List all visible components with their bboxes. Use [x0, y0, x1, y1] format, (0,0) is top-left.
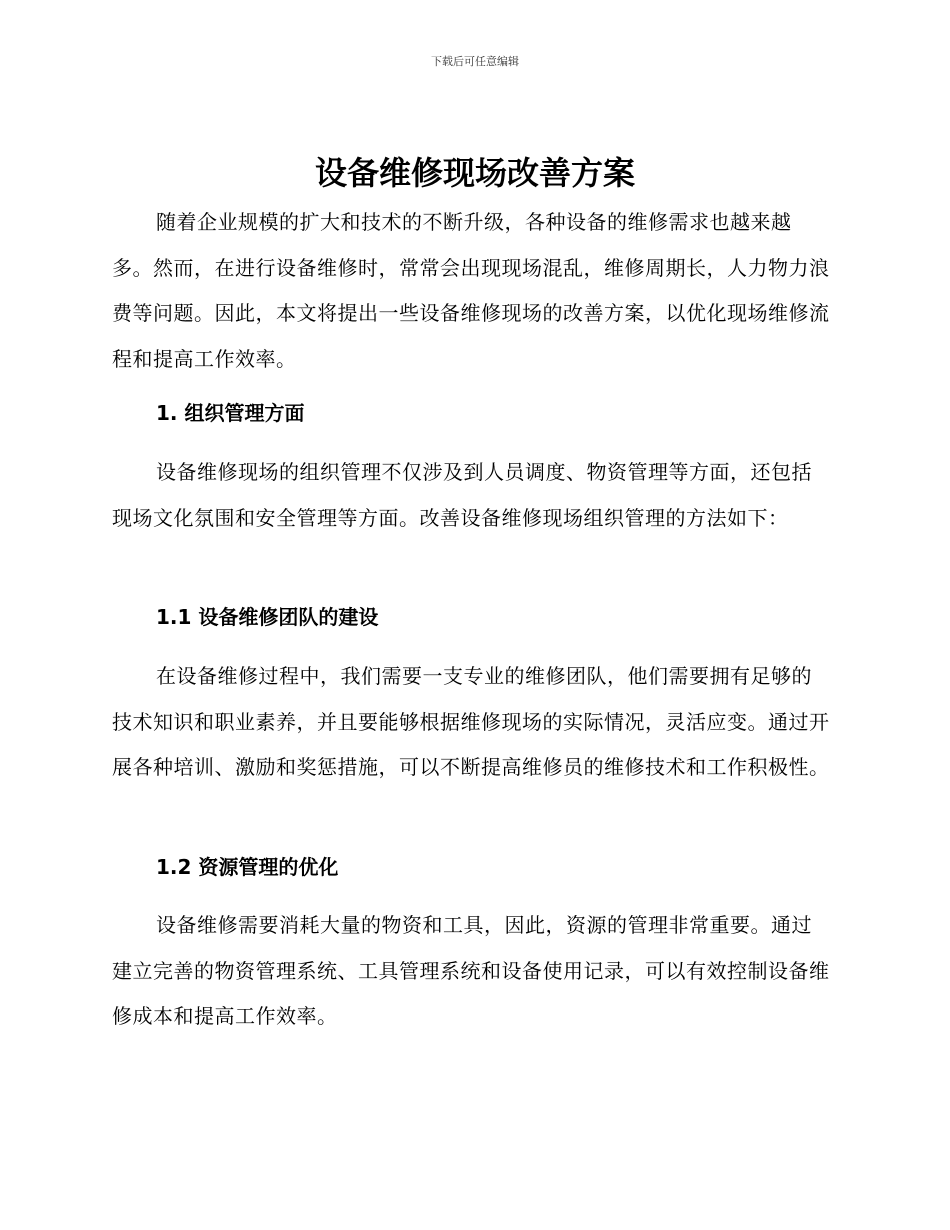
section-paragraph-team-building: 在设备维修过程中，我们需要一支专业的维修团队，他们需要拥有足够的技术知识和职业素养，并且要能够根据维修现场的实际情况，灵活应变。通过开展各种培训、激励和奖惩措施，可以不断提高维修员的维修技术和工作积极性。: [112, 664, 830, 779]
intro-paragraph: 随着企业规模的扩大和技术的不断升级，各种设备的维修需求也越来越多。然而，在进行设备维修时，常常会出现现场混乱，维修周期长，人力物力浪费等问题。因此，本文将提出一些设备维修现场的改善方案，以优化现场维修流程和提高工作效率。: [112, 210, 830, 371]
section-heading-team-building: 1.1 设备维修团队的建设: [156, 605, 379, 629]
section-paragraph-resource-management: 设备维修需要消耗大量的物资和工具，因此，资源的管理非常重要。通过建立完善的物资管理系统、工具管理系统和设备使用记录，可以有效控制设备维修成本和提高工作效率。: [112, 913, 830, 1028]
section-paragraph-organization: 设备维修现场的组织管理不仅涉及到人员调度、物资管理等方面，还包括现场文化氛围和安全管理等方面。改善设备维修现场组织管理的方法如下：: [112, 460, 812, 530]
section-heading-organization: 1. 组织管理方面: [156, 401, 305, 425]
document-title: 设备维修现场改善方案: [314, 154, 635, 192]
page-header-note: 下载后可任意编辑: [431, 55, 519, 68]
section-heading-resource-management: 1.2 资源管理的优化: [156, 855, 339, 879]
